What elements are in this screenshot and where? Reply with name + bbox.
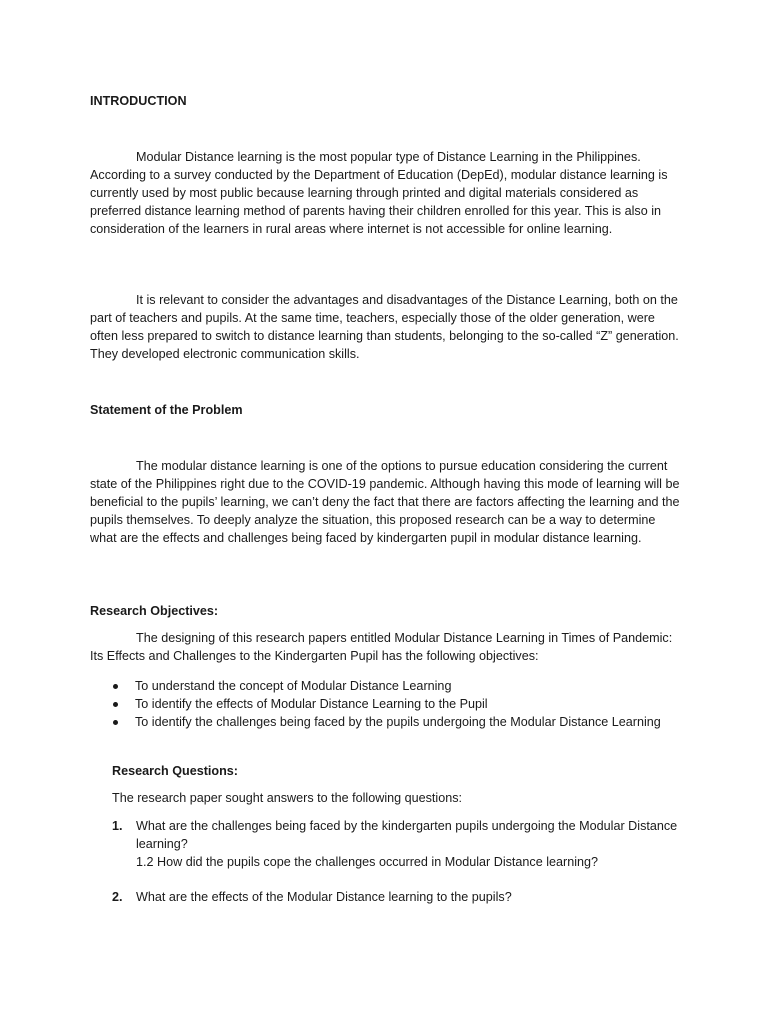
- bullet-icon: [113, 702, 118, 707]
- questions-list-continued: [112, 888, 712, 906]
- objective-text: To understand the concept of Modular Distance Learning: [135, 679, 452, 693]
- objective-text: To identify the effects of Modular Distance Learning to the Pupil: [135, 697, 488, 711]
- objective-text: To identify the challenges being faced by the pupils undergoing the Modular Distance Learning: [135, 715, 661, 729]
- bullet-icon: [113, 720, 118, 725]
- list-item: [112, 817, 712, 871]
- questions-list: [112, 817, 712, 871]
- introduction-paragraph-2-text: It is relevant to consider the advantages and disadvantages of the Distance Learning, both on the part of teachers and pupils. At the same time, teachers, especially those of the older generation, were often less prepared to switch to distance learning than students, belonging to the so-called “Z” generation. They developed electronic communication skills.: [90, 293, 679, 361]
- list-item: [90, 713, 690, 731]
- question-text: What are the effects of the Modular Distance learning to the pupils?: [136, 890, 512, 904]
- objectives-paragraph-text: The designing of this research papers entitled Modular Distance Learning in Times of Pandemic: Its Effects and Challenges to the Kindergarten Pupil has the following objectives:: [90, 631, 673, 663]
- question-number: 1.: [112, 819, 123, 833]
- objectives-list: [90, 677, 690, 731]
- problem-paragraph-text: The modular distance learning is one of the options to pursue education considering the current state of the Philippines right due to the COVID-19 pandemic. Although having this mode of learning will be beneficial to the pupils’ learning, we can’t deny the fact that there are factors affecting the learning and the pupils themselves. To deeply analyze the situation, this proposed research can be a way to determine what are the effects and challenges being faced by kindergarten pupil in modular distance learning.: [90, 459, 680, 545]
- questions-heading: Research Questions:: [112, 764, 238, 778]
- objectives-paragraph: [90, 629, 680, 665]
- question-text: What are the challenges being faced by the kindergarten pupils undergoing the Modular Distance learning?: [136, 819, 678, 851]
- questions-intro: The research paper sought answers to the following questions:: [112, 791, 463, 805]
- problem-heading: Statement of the Problem: [90, 403, 243, 417]
- question-number: 2.: [112, 890, 123, 904]
- introduction-paragraph-1: [90, 148, 680, 238]
- introduction-heading: INTRODUCTION: [90, 94, 187, 108]
- list-item: [90, 695, 690, 713]
- introduction-paragraph-1-text: Modular Distance learning is the most popular type of Distance Learning in the Philippines. According to a survey conducted by the Department of Education (DepEd), modular distance learning is currently used by most public because learning through printed and digital materials considered as preferred distance learning method of parents having their children enrolled for this year. This is also in consideration of the learners in rural areas where internet is not accessible for online learning.: [90, 150, 668, 236]
- sub-question-text: 1.2 How did the pupils cope the challenges occurred in Modular Distance learning?: [136, 855, 599, 869]
- bullet-icon: [113, 684, 118, 689]
- objectives-heading: Research Objectives:: [90, 604, 219, 618]
- problem-paragraph: [90, 457, 680, 547]
- introduction-paragraph-2: [90, 291, 680, 363]
- list-item: [90, 677, 690, 695]
- list-item: [112, 888, 712, 906]
